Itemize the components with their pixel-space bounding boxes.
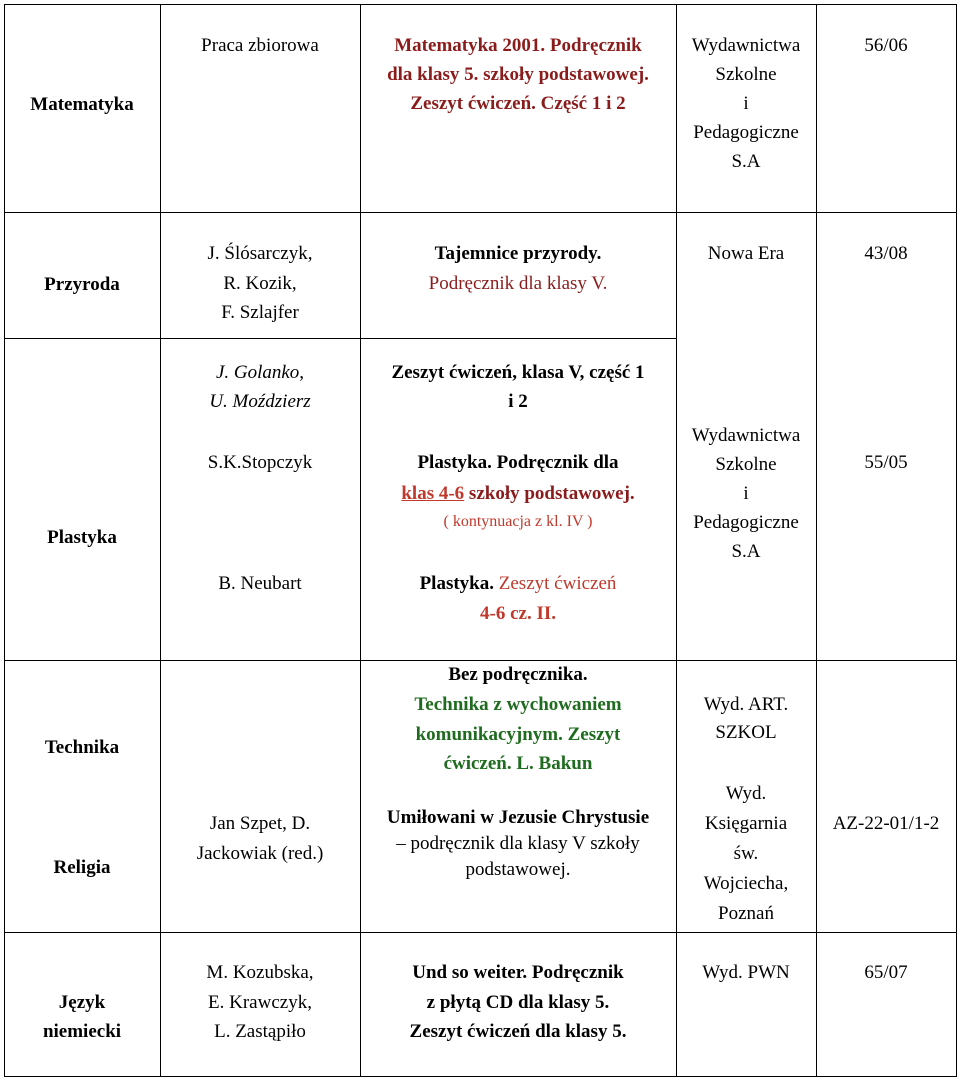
publisher-line: Szkolne xyxy=(715,454,777,475)
title-line: Zeszyt ćwiczeń dla klasy 5. xyxy=(409,1021,627,1042)
publisher-cell: Nowa Era xyxy=(707,243,785,264)
publisher-line: Wyd. xyxy=(725,783,767,804)
number-cell: 56/06 xyxy=(864,35,908,56)
title-line: Zeszyt ćwiczeń, klasa V, część 1 xyxy=(391,362,645,383)
title-line: Podręcznik dla klasy V. xyxy=(428,273,608,294)
subject-cell: Matematyka xyxy=(30,94,134,115)
author-line: U. Moździerz xyxy=(209,391,311,412)
author-line: E. Krawczyk, xyxy=(208,992,312,1013)
publisher-line: Księgarnia xyxy=(704,813,788,834)
title-part: Plastyka. Podręcznik dla xyxy=(417,452,619,473)
table-border-top xyxy=(4,4,957,5)
author-line: J. Ślósarczyk, xyxy=(207,243,313,264)
publisher-line: Szkolne xyxy=(715,64,777,85)
publisher-line: św. xyxy=(733,843,759,864)
title-line: Matematyka 2001. Podręcznik xyxy=(394,35,642,56)
number-cell: 55/05 xyxy=(864,452,908,473)
author-line: Jan Szpet, D. xyxy=(209,813,311,834)
publisher-line: SZKOL xyxy=(715,722,777,743)
publisher-line: i xyxy=(743,483,749,504)
title-line: komunikacyjnym. Zeszyt xyxy=(415,724,621,745)
publisher-line: Wyd. ART. xyxy=(703,694,789,715)
publisher-line: Wydawnictwa xyxy=(691,425,801,446)
subject-line: niemiecki xyxy=(42,1021,122,1042)
title-line: Technika z wychowaniem xyxy=(414,694,622,715)
title-note: ( kontynuacja z kl. IV ) xyxy=(443,513,593,530)
author-line: Jackowiak (red.) xyxy=(196,843,324,864)
number-cell: 65/07 xyxy=(864,962,908,983)
title-line xyxy=(360,479,676,509)
column-divider-2 xyxy=(360,4,361,1076)
table-border-bottom xyxy=(4,1076,957,1077)
title-line: – podręcznik dla klasy V szkoły xyxy=(396,833,640,854)
row-divider-4 xyxy=(4,932,957,933)
title-line xyxy=(360,448,676,478)
title-part: klas 4-6 xyxy=(401,483,465,504)
table-border-right xyxy=(956,4,957,1076)
title-line: Bez podręcznika. xyxy=(448,664,588,685)
publisher-line: Poznań xyxy=(718,903,774,924)
title-line xyxy=(360,569,676,599)
column-divider-4 xyxy=(816,4,817,1076)
publisher-cell: Wyd. PWN xyxy=(702,962,790,983)
author-line: M. Kozubska, xyxy=(206,962,314,983)
title-line: Tajemnice przyrody. xyxy=(434,243,602,264)
publisher-line: S.A xyxy=(731,151,761,172)
title-line: Und so weiter. Podręcznik xyxy=(412,962,624,983)
publisher-line: Pedagogiczne xyxy=(693,122,799,143)
author-line: R. Kozik, xyxy=(223,273,297,294)
publisher-line: i xyxy=(743,93,749,114)
title-line: i 2 xyxy=(508,391,528,412)
title-line: Umiłowani w Jezusie Chrystusie xyxy=(386,807,650,828)
row-divider-2 xyxy=(4,338,677,339)
publisher-line: Wydawnictwa xyxy=(691,35,801,56)
subject-cell: Plastyka xyxy=(47,527,117,548)
author-line: F. Szlajfer xyxy=(221,302,299,323)
author-cell: Praca zbiorowa xyxy=(201,35,319,56)
publisher-line: Pedagogiczne xyxy=(693,512,799,533)
title-part: szkoły podstawowej. xyxy=(464,483,635,504)
title-line: Zeszyt ćwiczeń. Część 1 i 2 xyxy=(410,93,626,114)
number-cell: 43/08 xyxy=(864,243,908,264)
title-part: Zeszyt ćwiczeń xyxy=(494,573,617,594)
publisher-line: Wojciecha, xyxy=(703,873,789,894)
column-divider-1 xyxy=(160,4,161,1076)
subject-line: Język xyxy=(58,992,106,1013)
subject-cell: Religia xyxy=(53,857,111,878)
subject-cell: Przyroda xyxy=(44,274,120,295)
author-line: L. Zastąpiło xyxy=(214,1021,306,1042)
title-line: 4-6 cz. II. xyxy=(480,603,556,624)
publisher-line: S.A xyxy=(731,541,761,562)
author-cell: S.K.Stopczyk xyxy=(207,452,313,473)
row-divider-1 xyxy=(4,212,957,213)
title-part: Plastyka. xyxy=(419,573,495,594)
title-line: podstawowej. xyxy=(465,859,571,880)
number-cell: AZ-22-01/1-2 xyxy=(832,813,940,834)
title-line: ćwiczeń. L. Bakun xyxy=(443,753,593,774)
title-line: z płytą CD dla klasy 5. xyxy=(426,992,610,1013)
author-cell: B. Neubart xyxy=(218,573,302,594)
title-line: dla klasy 5. szkoły podstawowej. xyxy=(387,64,649,85)
author-line: J. Golanko, xyxy=(215,362,305,383)
subject-cell: Technika xyxy=(44,737,120,758)
